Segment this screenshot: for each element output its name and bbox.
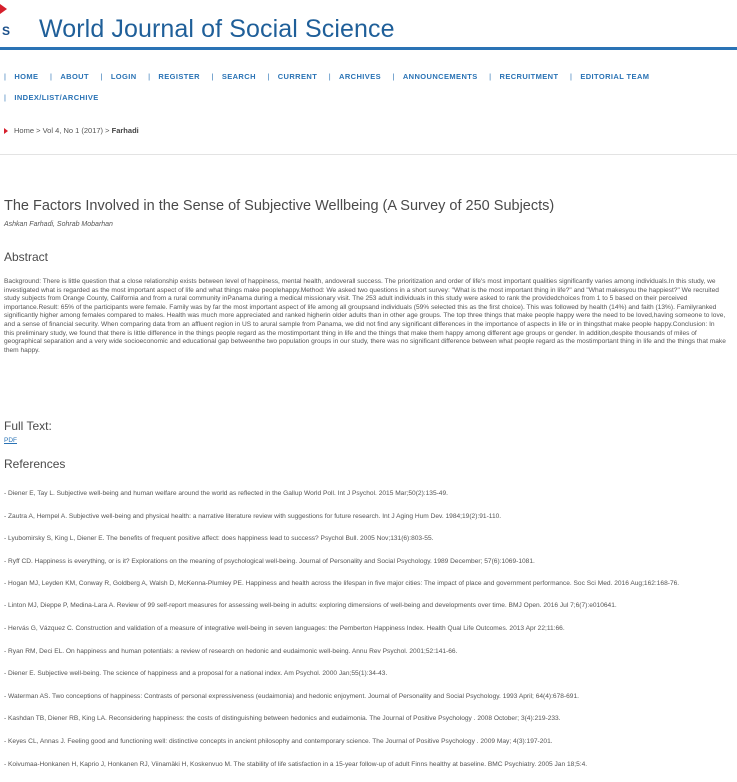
references-heading: References <box>4 457 66 471</box>
article-title: The Factors Involved in the Sense of Subjective Wellbeing (A Survey of 250 Subjects) <box>4 198 555 214</box>
nav-announcements[interactable]: ANNOUNCEMENTS <box>402 72 478 81</box>
nav-separator: | <box>148 72 151 81</box>
breadcrumb-divider <box>0 154 737 155</box>
breadcrumb <box>4 126 139 135</box>
reference-item: - Diener E, Tay L. Subjective well-being and human welfare around the world as reflected in the Gallup World Poll. Int J Psychol. 2015 Mar;50(2):135-49. <box>4 490 448 497</box>
breadcrumb-issue[interactable]: Vol 4, No 1 (2017) <box>42 126 104 135</box>
nav-separator: | <box>211 72 214 81</box>
nav-separator: | <box>328 72 332 81</box>
breadcrumb-home[interactable]: Home <box>14 126 35 135</box>
site-header <box>0 0 737 47</box>
nav-separator: | <box>569 72 573 81</box>
reference-item: - Kashdan TB, Diener RB, King LA. Reconsidering happiness: the costs of distinguishing between hedonics and eudaimonia. The Journal of Positive Psychology . 2008 October; 3(4):219-233. <box>4 715 561 723</box>
pdf-link[interactable]: PDF <box>4 437 17 444</box>
breadcrumb-current[interactable]: Farhadi <box>111 126 139 135</box>
nav-recruitment[interactable]: RECRUITMENT <box>499 72 559 81</box>
nav-search[interactable]: SEARCH <box>221 72 256 81</box>
nav-login[interactable]: LOGIN <box>110 72 137 81</box>
reference-item: - Diener E. Subjective well-being. The science of happiness and a proposal for a national index. Am Psychol. 2000 Jan;55(1):34-43. <box>4 670 388 678</box>
site-title[interactable]: World Journal of Social Science <box>39 15 395 43</box>
journal-logo[interactable] <box>0 0 30 46</box>
breadcrumb-separator: > <box>36 126 41 135</box>
nav-editorial-team[interactable]: EDITORIAL TEAM <box>580 72 650 81</box>
breadcrumb-arrow-icon <box>4 128 8 134</box>
abstract-text: Background: There is little question that a close relationship exists between level of happiness, mental health, andoverall success. The prioritization and order of life's most important qualities significantly varies among individuals.In this study, we investigated what is regarded as the most important aspect of life and what things make peoplehappy.Method: We asked two questions in a short survey: "What is the most important thing in life?" and "What makesyou the happiest?" We recruited study subjects from Orange County, California and from a rural community inPanama during a medical missionary visit. The 253 adult individuals in this study were asked to rank the providedchoices from 1 to 5 based on their perceived importance.Result: 65% of the participants were female. Family was by far the most important aspect of life among all groupsand individuals (59% selected this as the first choice). This was followed by health (14%) and faith (13%). Familyranked significantly higher among females compared to males. Health was much more appreciated and ranked higherin older adults than in other age groups. The top three things that make people happy were the need to be loved,having someone to love, and a sense of financial security. When comparing data from an affluent region in US to arural sample from Panama, we did not find any significant differences in the importance of aspects in life or in thingsthat make people happy.Conclusion: In this preliminary study, we found that there is little difference in the things people regard as the mostimportant thing in life and the things that make them happy among different age groups or gender. In addition,despite thousands of miles of geographical separation and a very wide socioeconomic and educational gap betweenthe two population groups in our study, there was no significant difference between what people regard as the mostimportant thing in life and the things that make them happy. <box>4 278 726 354</box>
nav-separator: | <box>4 93 7 102</box>
nav-separator: | <box>49 72 53 81</box>
reference-item: - Lyubomirsky S, King L, Diener E. The benefits of frequent positive affect: does happiness lead to success? Psychol Bull. 2005 Nov;131(6):803-55. <box>4 535 434 543</box>
reference-item: - Zautra A, Hempel A. Subjective well-being and physical health: a narrative literature review with suggestions for future research. Int J Aging Hum Dev. 1984;19(2):91-110. <box>4 512 502 520</box>
nav-archives[interactable]: ARCHIVES <box>339 72 382 81</box>
nav-index-list-archive[interactable]: INDEX/LIST/ARCHIVE <box>14 93 99 102</box>
nav-separator: | <box>267 72 270 81</box>
header-divider <box>0 47 737 50</box>
reference-item: - Hogan MJ, Leyden KM, Conway R, Goldberg A, Walsh D, McKenna-Plumley PE. Happiness and health across the lifespan in five major cities: The impact of place and government performance. Soc Sci Med. 2016 Aug;162:168-76. <box>4 580 680 588</box>
nav-register[interactable]: REGISTER <box>158 72 200 81</box>
full-text-heading: Full Text: <box>4 419 52 433</box>
reference-item: - Ryff CD. Happiness is everything, or is it? Explorations on the meaning of psychological well-being. Journal of Personality and Social Psychology. 1989 December; 57(6):1069-1081. <box>4 557 535 565</box>
reference-item: - Ryan RM, Deci EL. On happiness and human potentials: a review of research on hedonic and eudaimonic well-being. Annu Rev Psychol. 2001;52:141-66. <box>4 647 458 655</box>
logo-letter: S <box>2 24 11 38</box>
reference-item: - Hervás G, Vázquez C. Construction and validation of a measure of integrative well-being in seven languages: the Pemberton Happiness Index. Health Qual Life Outcomes. 2013 Apr 22;11:66. <box>4 624 565 632</box>
abstract-heading: Abstract <box>4 250 49 264</box>
nav-about[interactable]: ABOUT <box>60 72 89 81</box>
nav-separator: | <box>100 72 103 81</box>
reference-item: - Waterman AS. Two conceptions of happiness: Contrasts of personal expressiveness (eudaimonia) and hedonic enjoyment. Journal of Personality and Social Psychology. 1993 April; 64(4):678-691. <box>4 692 579 700</box>
reference-item: - Linton MJ, Dieppe P, Medina-Lara A. Review of 99 self-report measures for assessing well-being in adults: exploring dimensions of well-being and developments over time. BMJ Open. 2016 Jul 7;6(7):e010641. <box>4 602 617 610</box>
nav-separator: | <box>392 72 395 81</box>
article-authors: Ashkan Farhadi, Sohrab Mobarhan <box>4 221 113 228</box>
nav-home[interactable]: HOME <box>14 72 39 81</box>
reference-item: - Keyes CL, Annas J. Feeling good and functioning well: distinctive concepts in ancient philosophy and contemporary science. The Journal of Positive Psychology . 2009 May; 4(3):197-201. <box>4 737 553 745</box>
nav-separator: | <box>4 72 7 81</box>
references-list <box>4 489 728 782</box>
nav-separator: | <box>489 72 492 81</box>
breadcrumb-separator: > <box>105 126 110 135</box>
reference-item: - Koivumaa-Honkanen H, Kaprio J, Honkanen RJ, Viinamäki H, Koskenvuo M. The stability of life satisfaction in a 15-year follow-up of adult Finns healthy at baseline. BMC Psychiatry. 2005 Jan 18;5:4. <box>4 760 588 768</box>
logo-red-arrow-icon <box>0 4 7 14</box>
nav-current[interactable]: CURRENT <box>277 72 318 81</box>
